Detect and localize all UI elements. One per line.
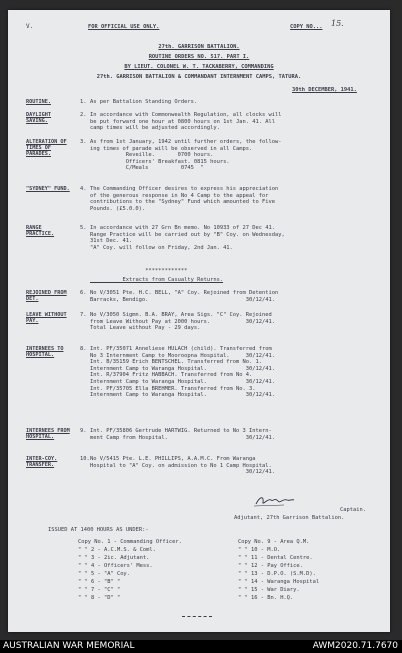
item-text: As from 1st January, 1942 until further orders, the follow- ing times of parade will be observed in all Camps. Reveille. 0700 hours. Officers' Breakfast. 0815 hours. C/Meals 0745 ": [90, 139, 282, 172]
document-mark: V.: [26, 23, 34, 30]
section-heading: RANGE PRACTICE.: [26, 225, 55, 238]
item-number: 2.: [80, 112, 87, 118]
archive-footer: [0, 640, 402, 653]
section-heading: ALTERATION OF TIMES OF PARADES.: [26, 139, 67, 158]
distribution-item: " " 10 - M.O.: [238, 547, 281, 553]
item-number: 1.: [80, 99, 87, 105]
orders-title: ROUTINE ORDERS NO. 517. PART I.: [148, 54, 250, 60]
distribution-item: " " 4 - Officers' Mess.: [78, 563, 153, 569]
archive-reference: AWM2020.71.7670: [312, 641, 398, 651]
separator-stars: *************: [90, 268, 188, 274]
section-heading: INTERNEES TO HOSPITAL.: [26, 346, 64, 359]
distribution-item: " " 2 - A.C.M.S. & Coml.: [78, 547, 156, 553]
distribution-item: " " 7 - "C" ": [78, 587, 121, 593]
item-number: 10.: [80, 456, 90, 462]
distribution-item: Copy No. 1 - Commanding Officer.: [78, 539, 182, 545]
copy-number-handwritten: 15.: [331, 19, 344, 28]
distribution-item: " " 16 - Bn. H.Q.: [238, 595, 294, 601]
distribution-item: " " 14 - Waranga Hospital: [238, 579, 320, 585]
item-text: No V/3051 Pte. H.C. BELL, "A" Coy. Rejoined from Detention Barracks, Bendigo. 30/12/41.: [90, 290, 279, 303]
item-number: 4.: [80, 186, 87, 192]
item-number: 9.: [80, 428, 87, 434]
distribution-item: " " 12 - Pay Office.: [238, 563, 303, 569]
handwritten-signature-icon: [254, 494, 296, 508]
distribution-item: " " 11 - Dental Centre.: [238, 555, 313, 561]
camps-title: 27th. GARRISON BATTALION & COMMANDANT INTERNMENT CAMPS, TATURA.: [96, 74, 302, 80]
distribution-item: " " 6 - "B" ": [78, 579, 121, 585]
item-number: 3.: [80, 139, 87, 145]
distribution-item: " " 8 - "D" ": [78, 595, 121, 601]
section-heading: INTER-COY. TRANSFER.: [26, 456, 58, 469]
distribution-item: " " 15 - War Diary.: [238, 587, 300, 593]
section-heading: REJOINED FROM DET.: [26, 290, 67, 303]
distribution-item: " " 5 - "A" Coy.: [78, 571, 130, 577]
signature-rank: Captain.: [340, 507, 366, 513]
distribution-item: " " 3 - 2ic. Adjutant.: [78, 555, 150, 561]
official-use-banner: FOR OFFICIAL USE ONLY.: [88, 24, 160, 30]
copy-number-label: COPY NO...: [290, 24, 323, 30]
item-text: The Commanding Officer desires to express his appreciation of the generous response in No 4 Camp to the appeal for contributions to the "Sydney" Fund which amounted to Five Pounds. (£5.0.0).: [90, 186, 279, 212]
section-heading: DAYLIGHT SAVING.: [26, 112, 51, 125]
item-number: 5.: [80, 225, 87, 231]
distribution-item: " " 13 - D.P.O. (S.M.D).: [238, 571, 316, 577]
battalion-title: 27th. GARRISON BATTALION.: [158, 44, 240, 50]
item-text: In accordance with 27 Grn Bn memo. No 10933 of 27 Dec 41. Range Practice will be carried out by "B" Coy. on Wednesday, 31st Dec. 41. "A" Coy. will follow on Friday, 2nd Jan. 41.: [90, 225, 285, 251]
section-heading: LEAVE WITHOUT PAY.: [26, 312, 67, 325]
item-text: Int. PF/35071 Anneliese HULACH (child). Transferred from No 3 Internment Camp to Mooroopna Hospital. 30/12/41. Int. B/35159 Erich BENTSCHEL. Transferred from No. 1. Internment Camp to Waranga Hospital. 30/12/41. Int. R/37904 Fritz HABBACH. Transferred from No 4. Internment Camp to Waranga Hospital. 30/12/41. Int. PF/35705 Ella BREHMER. Transferred from No. 3. Internment Camp to Waranga Hospital. 30/12/41.: [90, 346, 275, 399]
item-text: As per Battalion Standing Orders.: [90, 99, 198, 105]
section-heading: INTERNEES FROM HOSPITAL.: [26, 428, 70, 441]
item-number: 7.: [80, 312, 87, 318]
section-heading: "SYDNEY" FUND.: [26, 186, 70, 192]
signature-line: Adjutant, 27th Garrison Battalion.: [234, 515, 345, 521]
commanding-officer-line: BY LIEUT. COLONEL W. T. TACKABERRY, COMMANDING: [124, 64, 274, 70]
archive-name: AUSTRALIAN WAR MEMORIAL: [3, 641, 135, 651]
item-text: No V/5415 Pte. L.E. PHILLIPS, A.A.M.C. From Waranga Hospital to "A" Coy. on admission to No 1 Camp Hospital. 30/12/41.: [90, 456, 275, 476]
item-number: 8.: [80, 346, 87, 352]
section-heading: ROUTINE.: [26, 99, 51, 105]
item-text: Int. PF/35806 Gertrude HARTWIG. Returned to No 3 Intern- ment Camp from Hospital. 30/12/41.: [90, 428, 275, 441]
item-text: No V/3050 Sigmn. B.A. BRAY, Area Sigs. "C" Coy. Rejoined from Leave Without Pay at 2000 hours. 30/12/41. Total Leave without Pay - 29 days.: [90, 312, 275, 332]
casualty-returns-heading: Extracts from Casualty Returns.: [90, 277, 224, 283]
distribution-item: Copy No. 9 - Area Q.M.: [238, 539, 310, 545]
issued-heading: ISSUED AT 1400 HOURS AS UNDER:-: [48, 527, 149, 533]
routine-orders-document: [8, 10, 390, 632]
item-text: In accordance with Commonwealth Regulation, all clocks will be put forward one hour at 0800 hours on 1st Jan. 41. All camp times will be adjusted accordingly.: [90, 112, 282, 132]
item-number: 6.: [80, 290, 87, 296]
order-date: 30th DECEMBER, 1941.: [292, 87, 357, 93]
end-divider: [182, 616, 212, 617]
